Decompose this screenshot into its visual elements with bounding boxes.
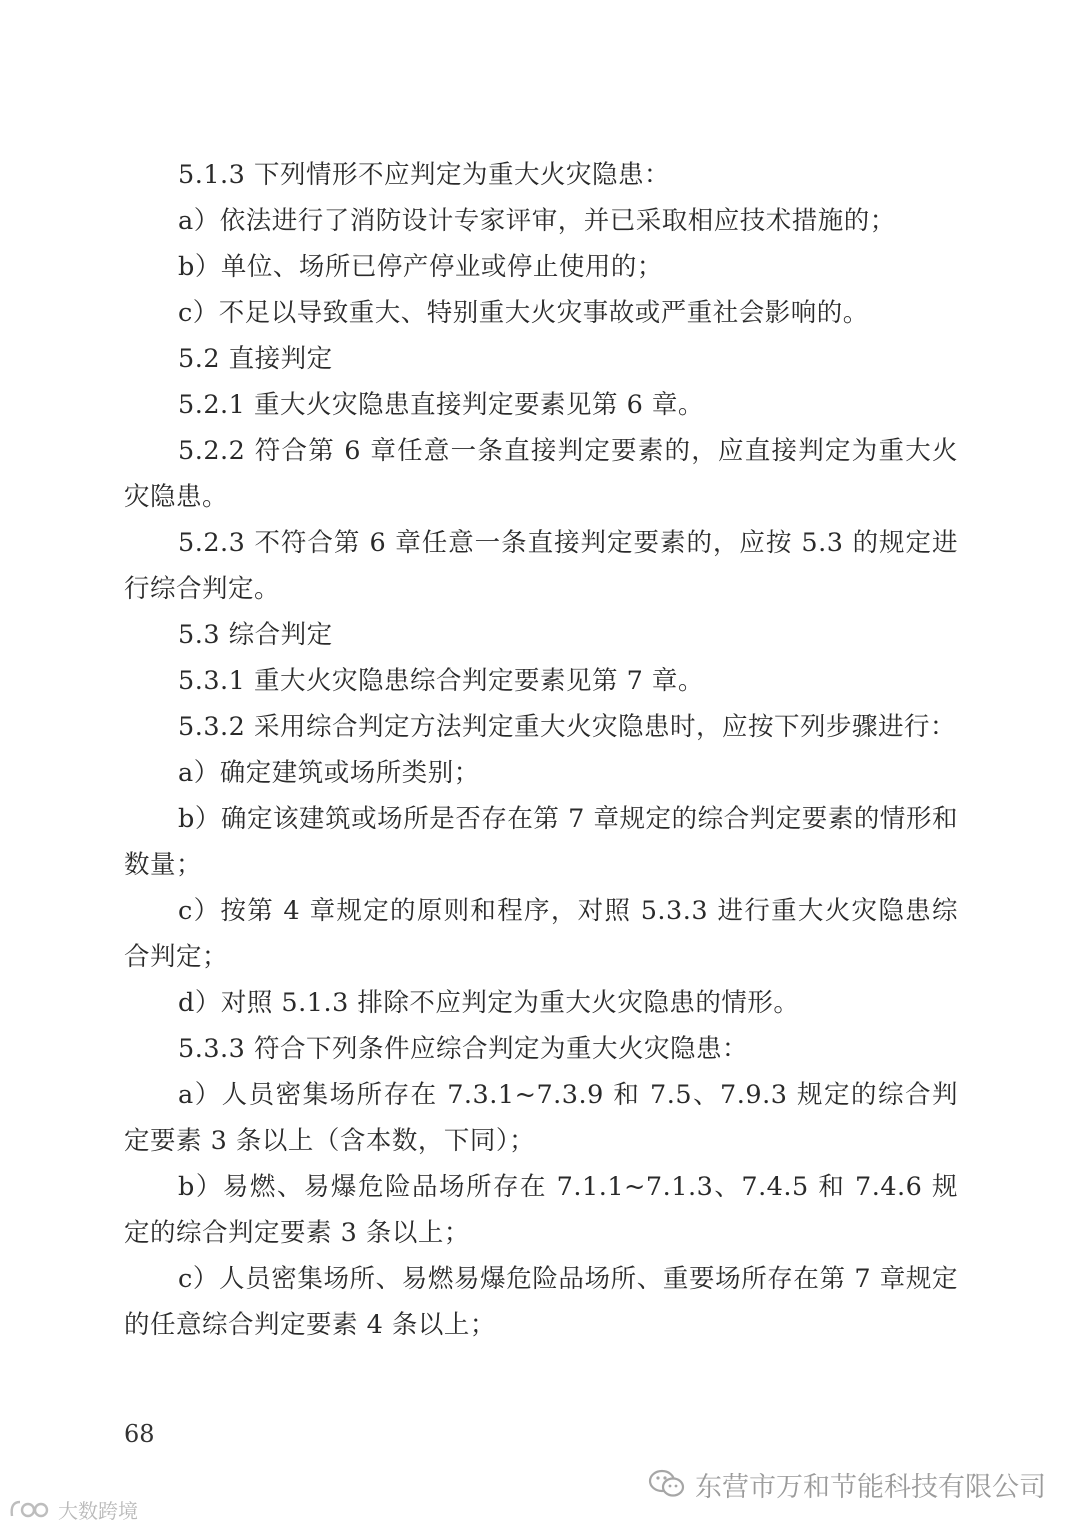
paragraph-5-1-3-b: b）单位、场所已停产停业或停止使用的； xyxy=(178,252,663,282)
watermark-brand xyxy=(8,1492,138,1526)
logo-icon xyxy=(8,1496,52,1522)
section-heading-5-3: 5.3 综合判定 xyxy=(178,620,333,650)
watermark-brand-name: 大数跨境 xyxy=(58,1498,138,1523)
section-heading-5-2: 5.2 直接判定 xyxy=(178,344,333,374)
watermark-account-name: 东营市万和节能科技有限公司 xyxy=(695,1471,1046,1503)
watermark-account xyxy=(647,1462,1046,1506)
paragraph-5-3-3-b: b）易燃、易爆危险品场所存在 7.1.1~7.1.3、7.4.5 和 7.4.6 规定的综合判定要素 3 条以上； xyxy=(124,1172,958,1248)
paragraph-5-3-2: 5.3.2 采用综合判定方法判定重大火灾隐患时，应按下列步骤进行： xyxy=(178,712,956,742)
paragraph-5-1-3-a: a）依法进行了消防设计专家评审，并已采取相应技术措施的； xyxy=(178,206,896,236)
paragraph-5-3-2-d: d）对照 5.1.3 排除不应判定为重大火灾隐患的情形。 xyxy=(178,988,800,1018)
paragraph-5-2-2: 5.2.2 符合第 6 章任意一条直接判定要素的，应直接判定为重大火灾隐患。 xyxy=(124,436,958,512)
page-number: 68 xyxy=(124,1420,155,1448)
paragraph-5-2-3: 5.2.3 不符合第 6 章任意一条直接判定要素的，应按 5.3 的规定进行综合判定。 xyxy=(124,528,958,604)
paragraph-5-3-1: 5.3.1 重大火灾隐患综合判定要素见第 7 章。 xyxy=(178,666,704,696)
wechat-icon xyxy=(647,1467,687,1501)
paragraph-5-3-2-a: a）确定建筑或场所类别； xyxy=(178,758,480,788)
paragraph-5-2-1: 5.2.1 重大火灾隐患直接判定要素见第 6 章。 xyxy=(178,390,704,420)
paragraph-5-3-3-c: c）人员密集场所、易燃易爆危险品场所、重要场所存在第 7 章规定的任意综合判定要素 4 条以上； xyxy=(124,1264,958,1340)
paragraph-5-3-2-b: b）确定该建筑或场所是否存在第 7 章规定的综合判定要素的情形和数量； xyxy=(124,804,958,880)
paragraph-5-3-2-c: c）按第 4 章规定的原则和程序，对照 5.3.3 进行重大火灾隐患综合判定； xyxy=(124,896,958,972)
paragraph-5-1-3: 5.1.3 下列情形不应判定为重大火灾隐患： xyxy=(178,160,670,190)
paragraph-5-3-3: 5.3.3 符合下列条件应综合判定为重大火灾隐患： xyxy=(178,1034,748,1064)
paragraph-5-1-3-c: c）不足以导致重大、特别重大火灾事故或严重社会影响的。 xyxy=(178,298,869,328)
paragraph-5-3-3-a: a）人员密集场所存在 7.3.1~7.3.9 和 7.5、7.9.3 规定的综合判定要素 3 条以上（含本数，下同）； xyxy=(124,1080,958,1156)
